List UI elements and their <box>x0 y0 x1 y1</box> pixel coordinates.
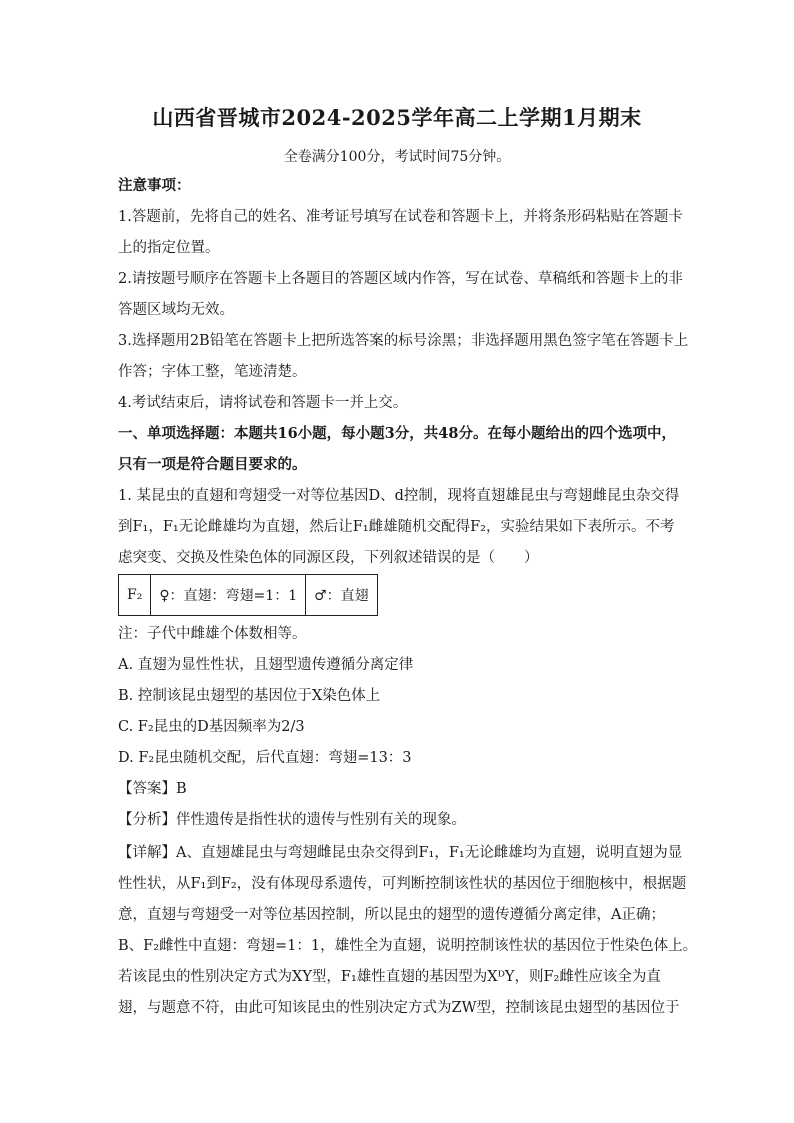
option-d: D. F₂昆虫随机交配，后代直翅：弯翅=13：3 <box>118 750 412 766</box>
option-c: C. F₂昆虫的D基因频率为2/3 <box>118 719 305 735</box>
option-b: B. 控制该昆虫翅型的基因位于X染色体上 <box>118 688 381 704</box>
detail-line: 【详解】A、直翅雄昆虫与弯翅雌昆虫杂交得到F₁，F₁无论雌雄均为直翅，说明直翅为显 <box>118 845 683 861</box>
table-cell-male: ♂：直翅 <box>306 575 378 616</box>
question-stem: 到F₁，F₁无论雌雄均为直翅，然后让F₁雌雄随机交配得F₂，实验结果如下表所示。不考 <box>118 519 675 535</box>
table-cell-generation: F₂ <box>119 575 151 616</box>
detail-line: 若该昆虫的性别决定方式为XY型，F₁雄性直翅的基因型为XᴰY，则F₂雌性应该全为直 <box>118 969 661 985</box>
exam-subtitle: 全卷满分100分，考试时间75分钟。 <box>283 149 511 165</box>
exam-title: 山西省晋城市2024-2025学年高二上学期1月期末 <box>152 105 642 130</box>
notice-line: 3.选择题用2B铅笔在答题卡上把所选答案的标号涂黑；非选择题用黑色签字笔在答题卡上 <box>118 333 689 349</box>
notice-line: 答题区域均无效。 <box>118 302 234 318</box>
section-heading: 只有一项是符合题目要求的。 <box>118 456 307 473</box>
detail-line: 意，直翅与弯翅受一对等位基因控制，所以昆虫的翅型的遗传遵循分离定律，A正确； <box>118 907 665 923</box>
detail-line: 翅，与题意不符，由此可知该昆虫的性别决定方式为ZW型，控制该昆虫翅型的基因位于 <box>118 1000 680 1016</box>
notice-line: 作答；字体工整，笔迹清楚。 <box>118 364 307 380</box>
question-stem: 虑突变、交换及性染色体的同源区段，下列叙述错误的是（ ） <box>118 550 539 566</box>
answer: 【答案】B <box>118 781 187 797</box>
notice-line: 2.请按题号顺序在答题卡上各题目的答题区域内作答，写在试卷、草稿纸和答题卡上的非 <box>118 271 683 287</box>
table-cell-female: ♀：直翅：弯翅=1：1 <box>151 575 306 616</box>
result-table <box>118 574 378 616</box>
notice-heading: 注意事项： <box>118 177 191 194</box>
table-note: 注：子代中雌雄个体数相等。 <box>118 626 307 642</box>
detail-line: 性性状，从F₁到F₂，没有体现母系遗传，可判断控制该性状的基因位于细胞核中，根据题 <box>118 876 687 892</box>
question-stem: 1. 某昆虫的直翅和弯翅受一对等位基因D、d控制，现将直翅雄昆虫与弯翅雌昆虫杂交得 <box>118 488 680 504</box>
notice-line: 上的指定位置。 <box>118 240 220 256</box>
notice-line: 1.答题前，先将自己的姓名、准考证号填写在试卷和答题卡上，并将条形码粘贴在答题卡 <box>118 209 683 225</box>
section-heading: 一、单项选择题：本题共16小题，每小题3分，共48分。在每小题给出的四个选项中， <box>118 425 676 442</box>
notice-line: 4.考试结束后，请将试卷和答题卡一并上交。 <box>118 395 408 411</box>
detail-line: B、F₂雌性中直翅：弯翅=1：1，雄性全为直翅，说明控制该性状的基因位于性染色体上。 <box>118 938 698 954</box>
option-a: A. 直翅为显性性状，且翅型遗传遵循分离定律 <box>118 657 414 673</box>
table-row <box>119 575 378 616</box>
analysis: 【分析】伴性遗传是指性状的遗传与性别有关的现象。 <box>118 812 466 828</box>
